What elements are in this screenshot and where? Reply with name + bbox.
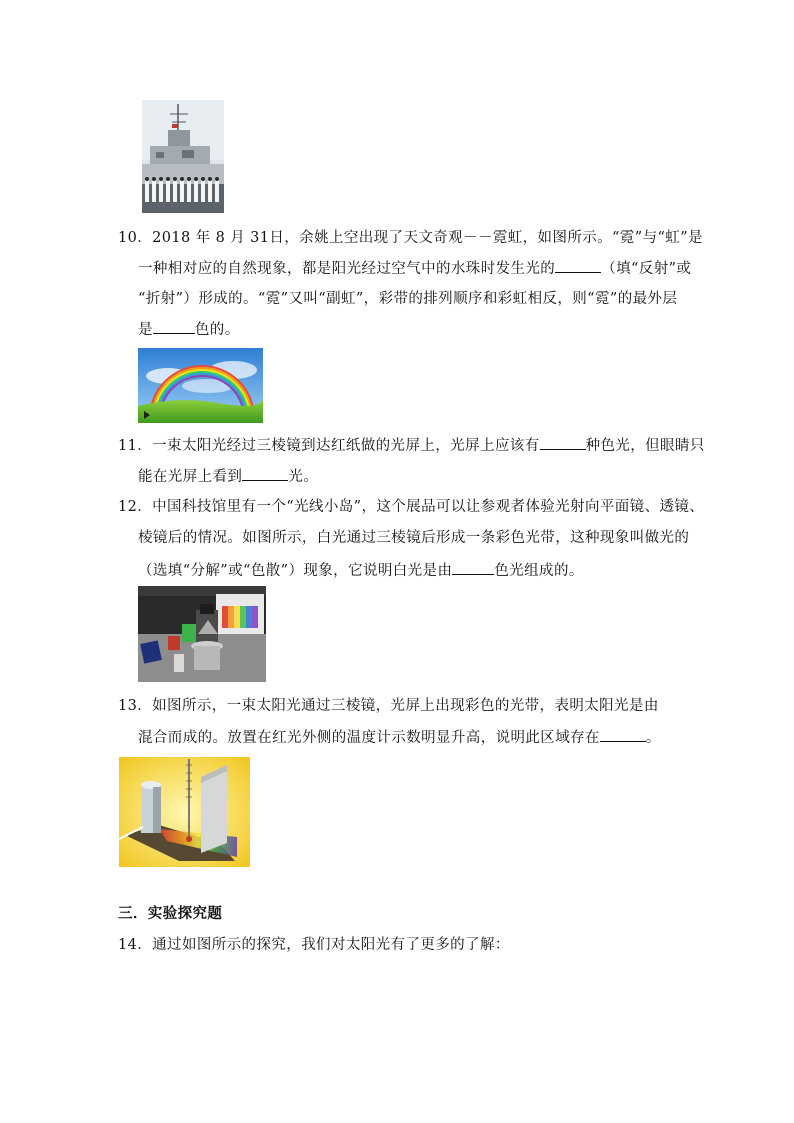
q10-line-1: 10．2018 年 8 月 31日，余姚上空出现了天文奇观－－霓虹，如图所示。“霓”与“虹”是 bbox=[118, 230, 703, 246]
q11-line-1 bbox=[118, 435, 705, 456]
answer-blank bbox=[600, 727, 646, 742]
q11-line-2-text-a: 能在光屏上看到 bbox=[138, 469, 243, 485]
q12-line-3-text-b: 色光组成的。 bbox=[494, 563, 584, 579]
q14-line-1: 14．通过如图所示的探究，我们对太阳光有了更多的了解： bbox=[118, 937, 510, 953]
q12-line-3-text-a: （选填“分解”或“色散”）现象，它说明白光是由 bbox=[138, 563, 453, 579]
q10-line-2-text-a: 一种相对应的自然现象，都是阳光经过空气中的水珠时发生光的 bbox=[138, 261, 556, 277]
prism-spectrum-diagram bbox=[119, 757, 250, 867]
answer-blank bbox=[153, 319, 195, 334]
q13-line-2-text-a: 混合而成的。放置在红光外侧的温度计示数明显升高，说明此区域存在 bbox=[138, 730, 600, 746]
q11-line-1-text-b: 种色光，但眼睛只 bbox=[585, 438, 705, 454]
q12-line-3 bbox=[138, 560, 584, 581]
q12-line-1: 12．中国科技馆里有一个“光线小岛”，这个展品可以让参观者体验光射向平面镜、透镜、 bbox=[118, 499, 705, 515]
rainbow-photo bbox=[138, 348, 263, 423]
q10-line-3: “折射”）形成的。“霓”又叫“副虹”，彩带的排列顺序和彩虹相反，则“霓”的最外层 bbox=[138, 291, 678, 307]
q10-line-4-text-b: 色的。 bbox=[194, 322, 240, 338]
q13-line-1: 13．如图所示，一束太阳光通过三棱镜，光屏上出现彩色的光带，表明太阳光是由 bbox=[118, 698, 659, 714]
q11-line-1-text-a: 11．一束太阳光经过三棱镜到达红纸做的光屏上，光屏上应该有 bbox=[118, 438, 540, 454]
prism-exhibit-photo bbox=[138, 586, 266, 682]
answer-blank bbox=[540, 435, 586, 450]
q10-line-4 bbox=[138, 319, 240, 340]
q11-line-2-text-b: 光。 bbox=[288, 469, 319, 485]
answer-blank bbox=[555, 258, 601, 273]
q10-line-4-text-a: 是 bbox=[138, 322, 153, 338]
q13-line-2 bbox=[138, 727, 661, 748]
section-heading: 三．实验探究题 bbox=[118, 905, 223, 922]
q12-line-2: 棱镜后的情况。如图所示，白光通过三棱镜后形成一条彩色光带，这种现象叫做光的 bbox=[138, 530, 690, 546]
q13-line-2-text-b: 。 bbox=[645, 730, 661, 746]
q11-line-2 bbox=[138, 466, 318, 487]
warship-photo bbox=[142, 100, 224, 213]
answer-blank bbox=[452, 560, 494, 575]
answer-blank bbox=[242, 466, 288, 481]
q10-line-2 bbox=[138, 258, 691, 279]
q10-line-2-text-b: （填“反射”或 bbox=[601, 261, 692, 277]
